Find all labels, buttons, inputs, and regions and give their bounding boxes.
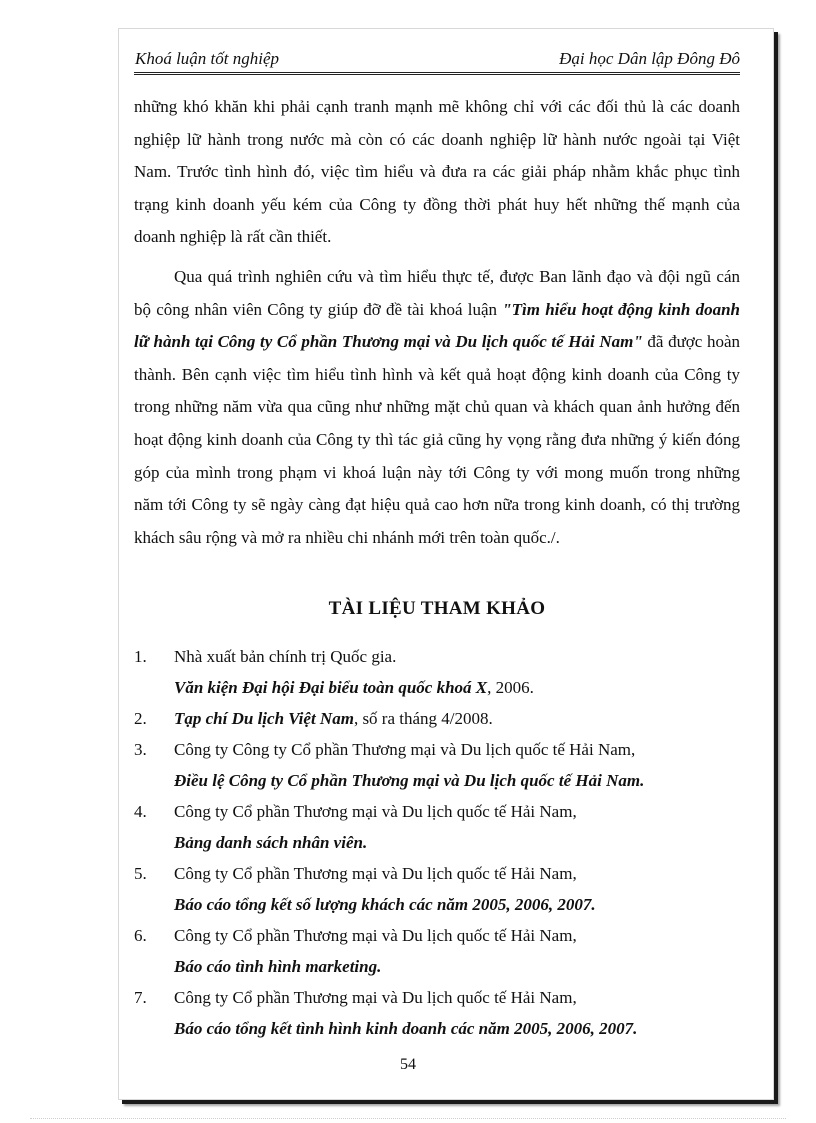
reference-number: 6. — [134, 926, 147, 945]
reference-line: Công ty Cổ phần Thương mại và Du lịch quốc tế Hải Nam, — [174, 802, 577, 821]
references-title: TÀI LIỆU THAM KHẢO — [328, 598, 546, 619]
header-right: Đại học Dân lập Đông Đô — [559, 49, 740, 68]
references-list — [134, 641, 740, 1044]
reference-item-2 — [134, 703, 740, 734]
reference-item-6 — [134, 920, 740, 982]
reference-number: 2. — [134, 709, 147, 728]
body-text — [134, 91, 740, 554]
paragraph-2-before: Qua quá trình nghiên cứu và tìm hiểu thực tế, được Ban lãnh đạo và đội ngũ cán bộ công nhân viên Công ty giúp đỡ đề tài khoá luận — [134, 266, 740, 319]
thesis-title: "Tìm hiểu hoạt động kinh doanh lữ hành tại Công ty Cổ phần Thương mại và Du lịch quốc tế Hải Nam" — [134, 299, 740, 352]
reference-item-4 — [134, 796, 740, 858]
reference-item-3 — [134, 734, 740, 796]
page-bottom-rule — [30, 1118, 786, 1119]
reference-item-7 — [134, 982, 740, 1044]
reference-line: Công ty Công ty Cổ phần Thương mại và Du lịch quốc tế Hải Nam, — [174, 740, 636, 759]
reference-line: Nhà xuất bản chính trị Quốc gia. — [174, 647, 397, 666]
reference-item-1 — [134, 641, 740, 703]
reference-item-5 — [134, 858, 740, 920]
reference-title: Bảng danh sách nhân viên. — [174, 833, 368, 852]
reference-number: 5. — [134, 864, 147, 883]
reference-line — [174, 672, 740, 703]
reference-title: Tạp chí Du lịch Việt Nam — [174, 709, 354, 728]
paragraph-1: những khó khăn khi phải cạnh tranh mạnh mẽ không chỉ với các đối thủ là các doanh nghiệp lữ hành trong nước mà còn có các doanh nghiệp lữ hành nước ngoài tại Việt Nam. Trước tình hình đó, việc tìm hiểu và đưa ra các giải pháp nhằm khắc phục tình trạng kinh doanh yếu kém của Công ty đồng thời phát huy hết những thế mạnh của doanh nghiệp là rất cần thiết. — [134, 97, 740, 247]
reference-line: Công ty Cổ phần Thương mại và Du lịch quốc tế Hải Nam, — [174, 988, 577, 1007]
reference-title: Điều lệ Công ty Cổ phần Thương mại và Du lịch quốc tế Hải Nam. — [174, 771, 645, 790]
reference-number: 1. — [134, 647, 147, 666]
header-left: Khoá luận tốt nghiệp — [135, 49, 280, 68]
reference-number: 4. — [134, 802, 147, 821]
page-number: 54 — [400, 1056, 416, 1073]
reference-line: Công ty Cổ phần Thương mại và Du lịch quốc tế Hải Nam, — [174, 926, 577, 945]
reference-rest: , số ra tháng 4/2008. — [353, 709, 493, 728]
running-header — [134, 44, 740, 75]
reference-line — [174, 703, 740, 734]
paragraph-2 — [134, 261, 740, 554]
reference-line: Công ty Cổ phần Thương mại và Du lịch quốc tế Hải Nam, — [174, 864, 577, 883]
reference-title: Báo cáo tổng kết số lượng khách các năm 2005, 2006, 2007. — [174, 895, 596, 914]
reference-title: Báo cáo tình hình marketing. — [174, 957, 382, 976]
reference-rest: , 2006. — [487, 678, 534, 697]
reference-title: Văn kiện Đại hội Đại biểu toàn quốc khoá X — [174, 678, 488, 697]
reference-number: 3. — [134, 740, 147, 759]
reference-number: 7. — [134, 988, 147, 1007]
paragraph-2-after: đã được hoàn thành. Bên cạnh việc tìm hiểu tình hình và kết quả hoạt động kinh doanh của Công ty trong những năm vừa qua cũng như những mặt chủ quan và khách quan ảnh hưởng đến hoạt động kinh doanh của Công ty thì tác giả cũng hy vọng rằng đưa những ý kiến đóng góp của mình trong phạm vi khoá luận này tới Công ty với mong muốn trong những năm tới Công ty sẽ ngày càng đạt hiệu quả cao hơn nữa trong kinh doanh, có thị trường khách sâu rộng và mở ra nhiều chi nhánh mới trên toàn quốc./. — [134, 332, 741, 547]
reference-title: Báo cáo tổng kết tình hình kinh doanh các năm 2005, 2006, 2007. — [174, 1019, 638, 1038]
